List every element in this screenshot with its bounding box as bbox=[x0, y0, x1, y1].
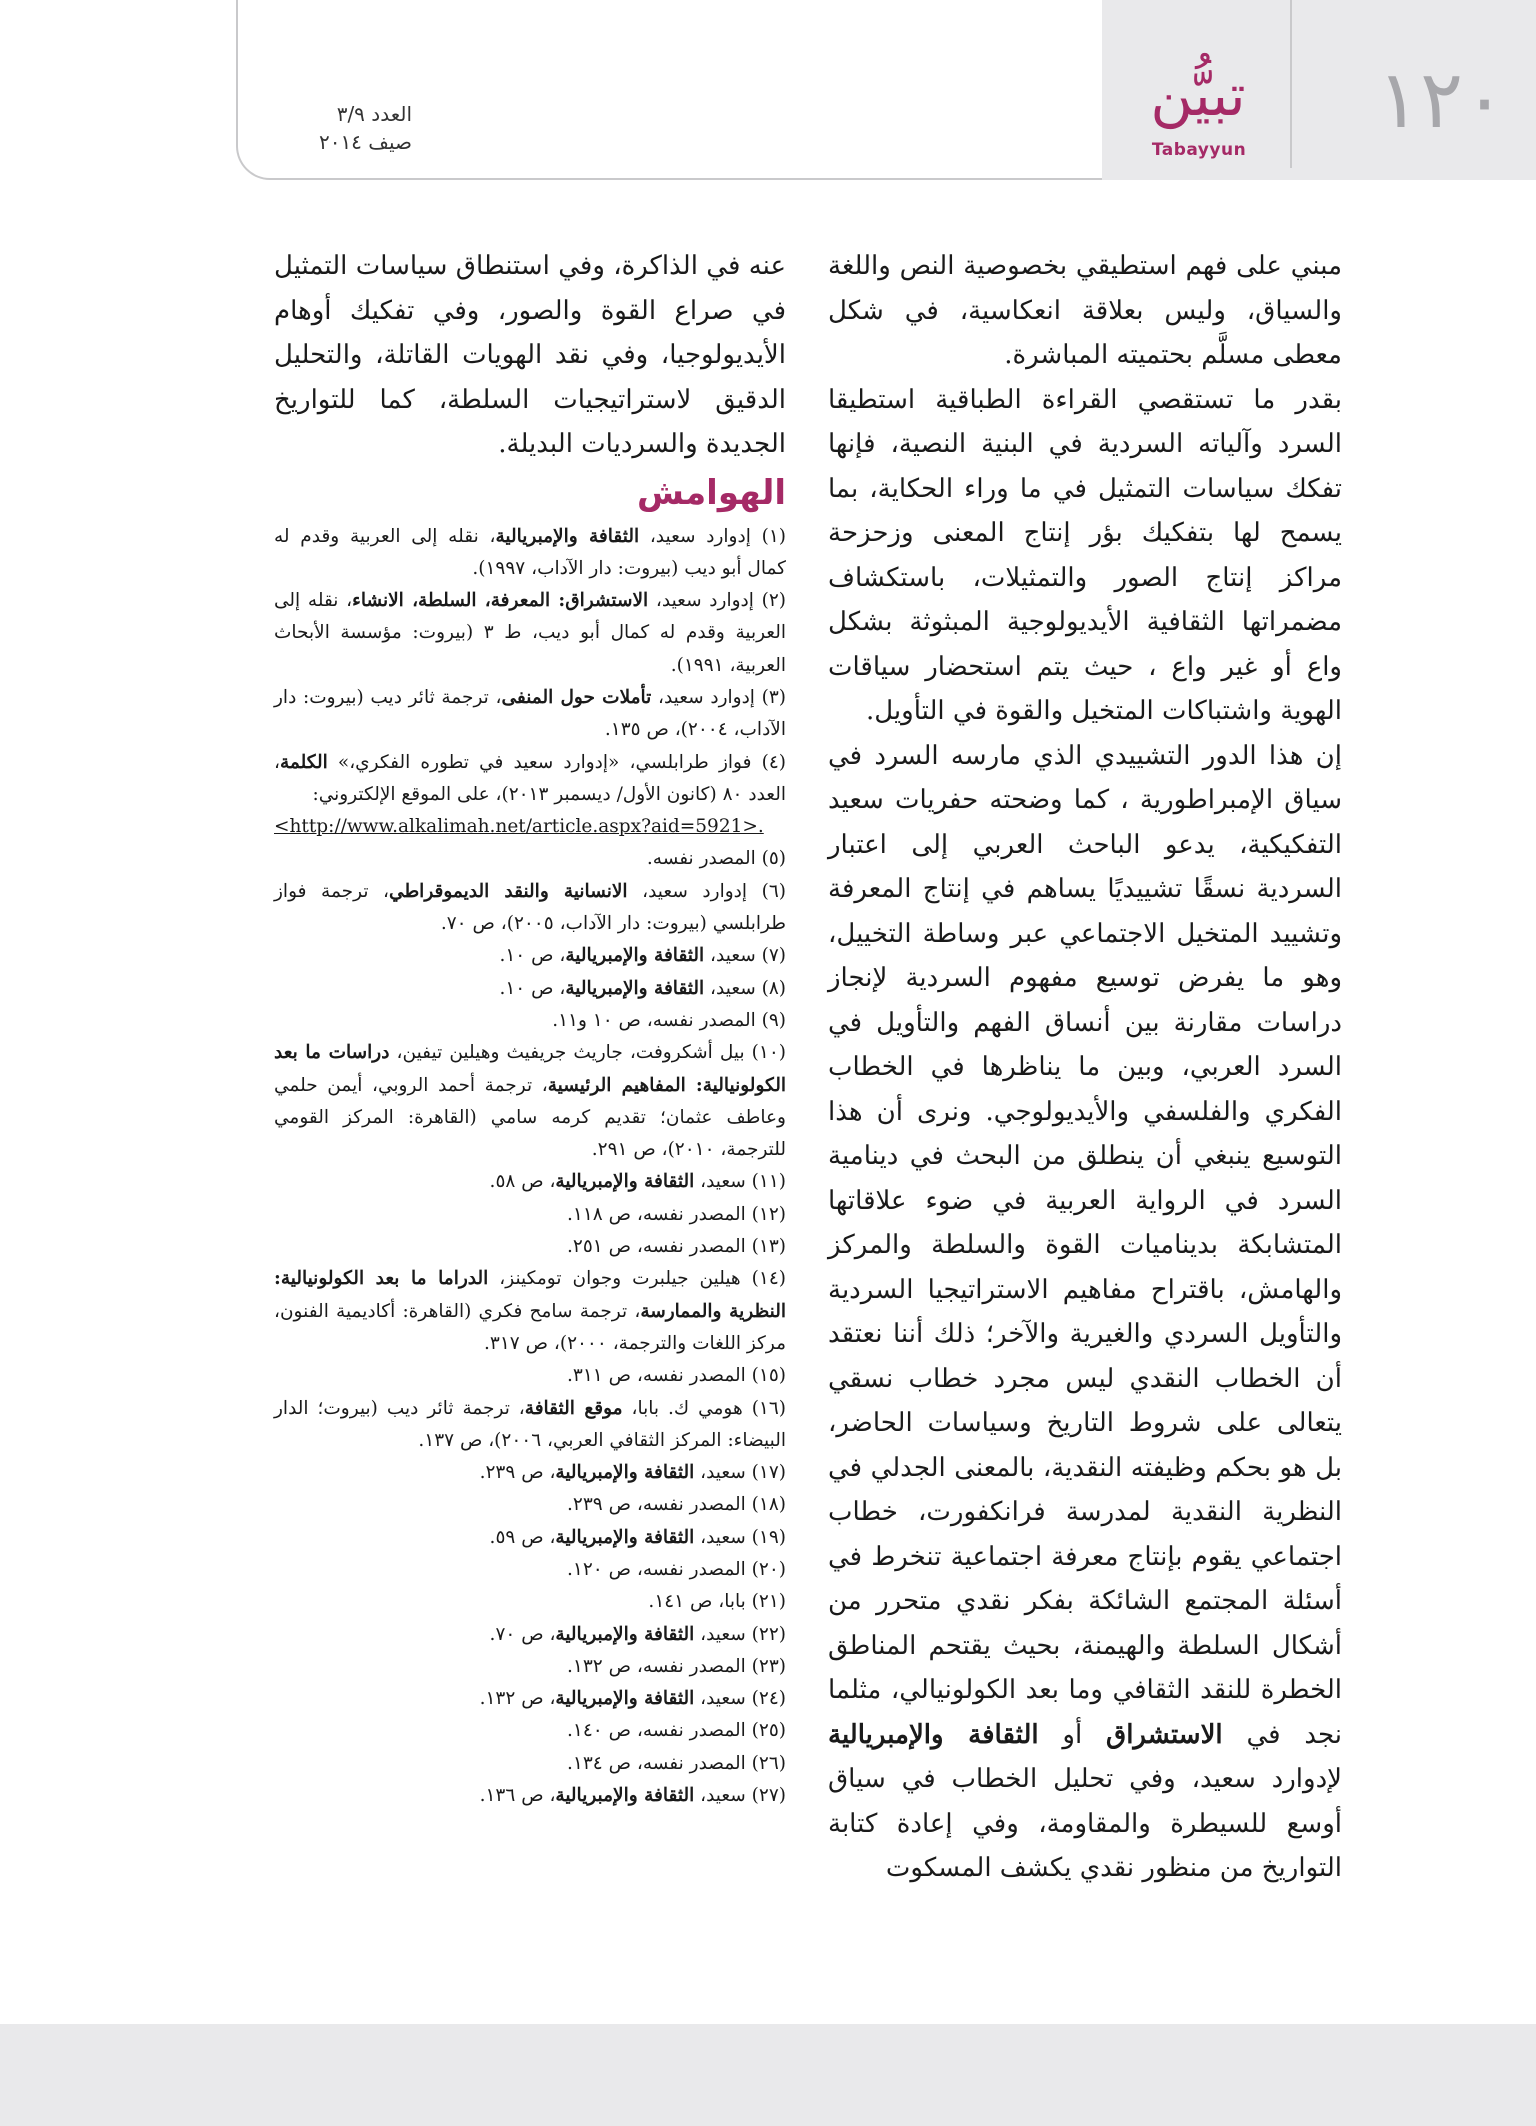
footnote-item bbox=[274, 940, 786, 972]
footnote-text: (٩) المصدر نفسه، ص ١٠ و١١. bbox=[552, 1009, 786, 1031]
footnote-text: (١٢) المصدر نفسه، ص ١١٨. bbox=[567, 1203, 786, 1225]
paragraph: بقدر ما تستقصي القراءة الطباقية استطيقا السرد وآلياته السردية في البنية النصية، فإنها تفكك سياسات التمثيل في ما وراء الحكاية، بما يسمح لها بتفكيك بؤر إنتاج المعنى وزحزحة مراكز إنتاج الصور والتمثيلات، باستكشاف مضمراتها الثقافية الأيديولوجية المبثوثة بشكل واع أو غير واع ، حيث يتم استحضار سياقات الهوية واشتباكات المتخيل والقوة في التأويل. bbox=[828, 384, 1342, 726]
footnote-item bbox=[274, 1651, 786, 1683]
header-divider bbox=[1290, 0, 1292, 168]
footnote-text: (١٦) هومي ك. بابا، bbox=[622, 1397, 786, 1419]
footnote-item bbox=[274, 1586, 786, 1618]
right-text-column bbox=[828, 244, 1342, 1891]
paragraph bbox=[828, 734, 1342, 1891]
footnote-text: (١٣) المصدر نفسه، ص ٢٥١. bbox=[567, 1236, 786, 1258]
footnote-text: ، ص ٧٠. bbox=[489, 1623, 556, 1645]
footnote-title: الاستشراق: المعرفة، السلطة، الانشاء bbox=[352, 590, 649, 612]
left-text-column bbox=[274, 244, 786, 1812]
footnote-item bbox=[274, 1619, 786, 1651]
footnote-item bbox=[274, 585, 786, 682]
footnote-text: ، ص ٥٨. bbox=[489, 1171, 556, 1193]
footnote-link[interactable]: <http://www.alkalimah.net/article.aspx?aid=5921>. bbox=[274, 816, 764, 838]
footnote-item bbox=[274, 747, 786, 812]
footnote-text: (١٤) هيلين جيلبرت وجوان تومكينز، bbox=[488, 1268, 786, 1290]
footnote-item bbox=[274, 1780, 786, 1812]
footnote-text: (٢٣) المصدر نفسه، ص ١٣٢. bbox=[567, 1655, 786, 1677]
footnote-title: الثقافة والإمبريالية bbox=[555, 1785, 695, 1807]
footnote-item bbox=[274, 843, 786, 875]
journal-logo-latin: Tabayyun bbox=[1151, 140, 1247, 160]
footnote-text: ، ص ١٠. bbox=[499, 945, 566, 967]
footnote-item bbox=[274, 1748, 786, 1780]
footnote-item bbox=[274, 1037, 786, 1166]
footnote-title: الثقافة والإمبريالية bbox=[565, 945, 705, 967]
footnote-text: (٤) فواز طرابلسي، «إدوارد سعيد في تطوره الفكري،» bbox=[327, 751, 786, 773]
footnote-text: (٢١) بابا، ص ١٤١. bbox=[648, 1591, 786, 1613]
footnote-item bbox=[274, 1199, 786, 1231]
footnote-text: ، ص ١٠. bbox=[499, 977, 566, 999]
footnote-text: ، نقله إلى العربية وقدم له كمال أبو ديب، ط ٣ (بيروت: مؤسسة الأبحاث العربية، ١٩٩١). bbox=[274, 590, 787, 676]
paragraph-text: إن هذا الدور التشييدي الذي مارسه السرد في سياق الإمبراطورية ، كما وضحته حفريات سعيد التفكيكية، يدعو الباحث العربي إلى اعتبار السردية نسقًا تشييديًا يساهم في إنتاج المعرفة وتشييد المتخيل الاجتماعي عبر وساطة التخييل، وهو ما يفرض توسيع مفهوم السردية لإنجاز دراسات مقارنة بين أنساق الفهم والتأويل في السرد العربي، وبين ما يناظرها في الخطاب الفكري والفلسفي والأيديولوجي. ونرى أن هذا التوسيع ينبغي أن ينطلق من البحث في دينامية السرد في الرواية العربية في ضوء علاقاتها المتشابكة بديناميات القوة والسلطة والمركز والهامش، باقتراح مفاهيم الاستراتيجيا السردية والتأويل السردي والغيرية والآخر؛ ذلك أننا نعتقد أن الخطاب النقدي ليس مجرد خطاب نسقي يتعالى على شروط التاريخ وسياسات الحاضر، بل هو بحكم وظيفته النقدية، بالمعنى الجدلي في النظرية النقدية لمدرسة فرانكفورت، خطاب اجتماعي يقوم بإنتاج معرفة اجتماعية تنخرط في أسئلة المجتمع الشائكة بفكر نقدي متحرر من أشكال السلطة والهيمنة، بحيث يقتحم المناطق الخطرة للنقد الثقافي وما بعد الكولونيالي، مثلما نجد في bbox=[828, 740, 1343, 1750]
footnote-text: ، نقله إلى العربية وقدم له كمال أبو ديب (بيروت: دار الآداب، ١٩٩٧). bbox=[274, 525, 786, 579]
footnote-text: (٧) سعيد، bbox=[704, 945, 786, 967]
paragraph-continuation: عنه في الذاكرة، وفي استنطاق سياسات التمثيل في صراع القوة والصور، وفي تفكيك أوهام الأيديولوجيا، وفي نقد الهويات القاتلة، والتحليل الدقيق لاستراتيجيات السلطة، كما للتواريخ الجديدة والسرديات البديلة. bbox=[274, 251, 786, 459]
conjunction: أو bbox=[1038, 1719, 1107, 1750]
footnote-text: (٢٥) المصدر نفسه، ص ١٤٠. bbox=[567, 1720, 786, 1742]
footnote-title: الثقافة والإمبريالية bbox=[495, 525, 640, 547]
footnote-text: (١٨) المصدر نفسه، ص ٢٣٩. bbox=[567, 1494, 786, 1516]
journal-logo-arabic: تبيُّن bbox=[1150, 61, 1246, 129]
issue-season: صيف ٢٠١٤ bbox=[318, 130, 412, 154]
footnotes-heading: الهوامش bbox=[637, 472, 786, 513]
footnote-text: (٢) إدوارد سعيد، bbox=[648, 590, 786, 612]
footnote-text: ، ترجمة ثائر ديب (بيروت: دار الآداب، ٢٠٠٤)، ص ١٣٥. bbox=[274, 686, 786, 741]
footnote-text: (٢٦) المصدر نفسه، ص ١٣٤. bbox=[567, 1752, 786, 1774]
footnote-title: الانسانية والنقد الديموقراطي bbox=[389, 880, 628, 902]
footnote-text: (٢٢) سعيد، bbox=[694, 1623, 786, 1645]
footnote-title: الكلمة bbox=[279, 751, 328, 773]
footnote-title: موقع الثقافة bbox=[524, 1397, 623, 1419]
footnote-text: ، ترجمة ثائر ديب (بيروت؛ الدار البيضاء: المركز الثقافي العربي، ٢٠٠٦)، ص ١٣٧. bbox=[274, 1397, 786, 1451]
footnote-text: ، ترجمة سامح فكري (القاهرة: أكاديمية الفنون، مركز اللغات والترجمة، ٢٠٠٠)، ص ٣١٧. bbox=[274, 1300, 786, 1354]
footnote-text: (٣) إدوارد سعيد، bbox=[651, 686, 786, 708]
footnote-title: دراسات ما بعد الكولونيالية: المفاهيم الرئيسية bbox=[274, 1042, 786, 1096]
issue-info bbox=[252, 100, 412, 156]
footnotes-list bbox=[274, 521, 786, 1813]
book-title-orientalism: الاستشراق bbox=[1106, 1719, 1223, 1750]
footnote-text: (٢٠) المصدر نفسه، ص ١٢٠. bbox=[567, 1559, 786, 1580]
footnote-title: الثقافة والإمبريالية bbox=[555, 1623, 695, 1645]
footnote-text: ، ترجمة فواز طرابلسي (بيروت: دار الآداب، ٢٠٠٥)، ص ٧٠. bbox=[274, 880, 786, 935]
footnote-title: الثقافة والإمبريالية bbox=[555, 1526, 695, 1548]
footnote-item bbox=[274, 1683, 786, 1715]
footnote-title: الثقافة والإمبريالية bbox=[555, 1171, 695, 1193]
footnote-title: الثقافة والإمبريالية bbox=[565, 977, 705, 999]
footnote-text: (٢٤) سعيد، bbox=[694, 1688, 786, 1710]
paragraph-tail: لإدوارد سعيد، وفي تحليل الخطاب في سياق أوسع للسيطرة والمقاومة، وفي إعادة كتابة التواريخ من منظور نقدي يكشف المسكوت bbox=[828, 1764, 1342, 1883]
footnote-item bbox=[274, 682, 786, 747]
book-title-culture-imperialism: الثقافة والإمبريالية bbox=[828, 1719, 1039, 1750]
footnote-item bbox=[274, 1522, 786, 1554]
footnote-item bbox=[274, 811, 786, 843]
footnote-title: الثقافة والإمبريالية bbox=[555, 1688, 695, 1710]
footnote-item bbox=[274, 1231, 786, 1263]
footnote-text: (١٠) بيل أشكروفت، جاريث جريفيث وهيلين تيفين، bbox=[389, 1042, 786, 1064]
footnote-text: ، العدد ٨٠ (كانون الأول/ ديسمبر ٢٠١٣)، على الموقع الإلكتروني: bbox=[274, 751, 786, 805]
footnote-text: (١) إدوارد سعيد، bbox=[639, 525, 786, 547]
issue-number: العدد ٣/٩ bbox=[336, 102, 412, 126]
footnote-item bbox=[274, 521, 786, 586]
footnote-item bbox=[274, 1554, 786, 1586]
footer-band bbox=[0, 2024, 1536, 2126]
footnote-text: (١٧) سعيد، bbox=[694, 1462, 786, 1484]
footnote-item bbox=[274, 973, 786, 1005]
footnote-item bbox=[274, 876, 786, 941]
page-number: ١٢٠ bbox=[1377, 53, 1506, 146]
footnote-item bbox=[274, 1360, 786, 1392]
footnote-text: (٦) إدوارد سعيد، bbox=[627, 880, 786, 902]
footnote-text: (٥) المصدر نفسه. bbox=[646, 848, 786, 870]
footnote-text: (١٥) المصدر نفسه، ص ٣١١. bbox=[567, 1365, 786, 1387]
footnote-text: ، ص ٥٩. bbox=[489, 1526, 556, 1548]
footnote-item bbox=[274, 1457, 786, 1489]
footnote-text: (٨) سعيد، bbox=[704, 977, 786, 999]
footnote-item bbox=[274, 1005, 786, 1037]
footnote-text: ، ص ١٣٢. bbox=[479, 1688, 556, 1710]
footnote-text: (١١) سعيد، bbox=[694, 1171, 786, 1193]
footnote-item bbox=[274, 1715, 786, 1747]
footnote-text: ، ص ١٣٦. bbox=[479, 1785, 556, 1807]
footnote-title: تأملات حول المنفى bbox=[501, 686, 652, 708]
footnote-text: ، ترجمة أحمد الروبي، أيمن حلمي وعاطف عثمان؛ تقديم كرمه سامي (القاهرة: المركز القومي للترجمة، ٢٠١٠)، ص ٢٩١. bbox=[274, 1074, 786, 1161]
footnote-item bbox=[274, 1166, 786, 1198]
footnote-item bbox=[274, 1263, 786, 1360]
footnote-item bbox=[274, 1393, 786, 1458]
footnote-text: (٢٧) سعيد، bbox=[694, 1785, 786, 1807]
footnote-text: (١٩) سعيد، bbox=[694, 1526, 786, 1548]
footnote-text: ، ص ٢٣٩. bbox=[479, 1462, 556, 1484]
footnote-item bbox=[274, 1489, 786, 1521]
footnote-title: الثقافة والإمبريالية bbox=[555, 1462, 695, 1484]
footnote-title: الدراما ما بعد الكولونيالية: النظرية والممارسة bbox=[274, 1268, 786, 1322]
paragraph: مبني على فهم استطيقي بخصوصية النص واللغة والسياق، وليس بعلاقة انعكاسية، في شكل معطى مسلَّم بحتميته المباشرة. bbox=[828, 251, 1342, 370]
